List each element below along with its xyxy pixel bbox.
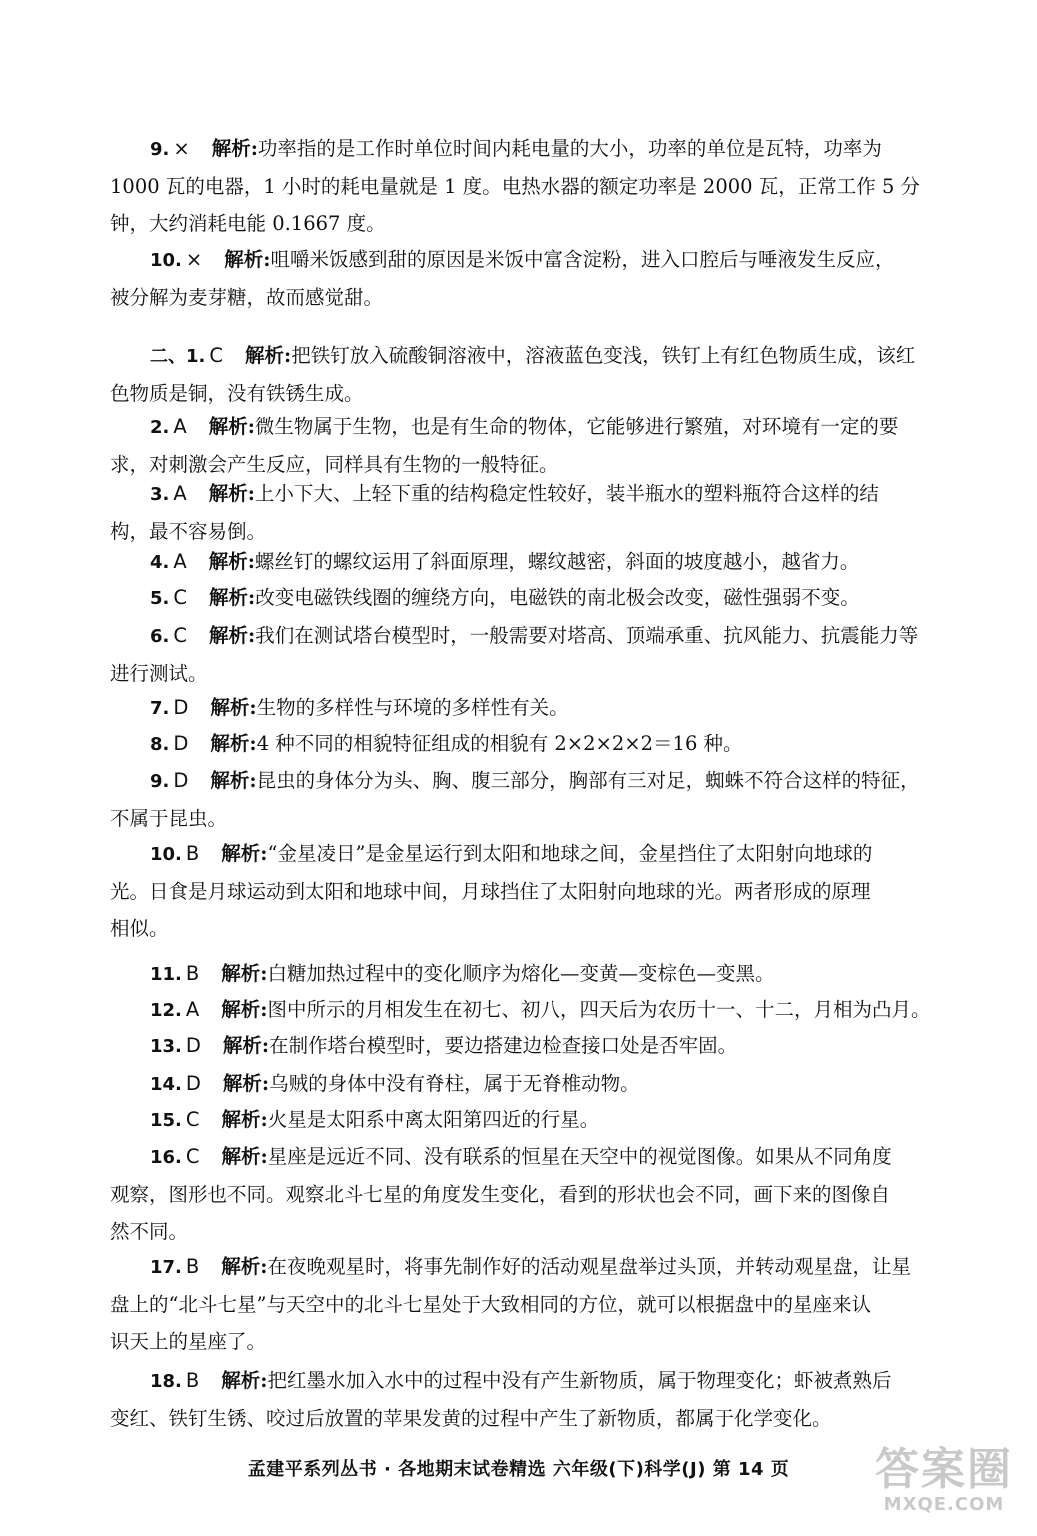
question-number: 12. <box>150 1000 182 1021</box>
answer-first-line <box>110 408 970 446</box>
question-number: 7. <box>150 698 170 719</box>
analysis-label: 解析: <box>221 1255 268 1278</box>
answer-mark: × <box>185 248 203 271</box>
analysis-text: 钟，大约消耗电能 0.1667 度。 <box>110 212 386 235</box>
answer-first-line <box>110 475 970 513</box>
analysis-text: 把红墨水加入水中的过程中没有产生新物质，属于物理变化；虾被煮熟后 <box>267 1369 892 1392</box>
watermark-url: MXQE.COM <box>883 1494 1005 1515</box>
answer-mark: B <box>185 962 200 985</box>
question-number: 4. <box>150 552 170 573</box>
analysis-label: 解析: <box>209 624 256 647</box>
question-number: 9. <box>150 771 170 792</box>
analysis-text: 上小下大、上轻下重的结构稳定性较好，装半瓶水的塑料瓶符合这样的结 <box>254 482 879 505</box>
analysis-text: 星座是远近不同、没有联系的恒星在天空中的视觉图像。如果从不同角度 <box>267 1145 892 1168</box>
answer-line <box>110 168 970 205</box>
answer-item <box>110 241 970 316</box>
analysis-label: 解析: <box>245 344 292 367</box>
analysis-label: 解析: <box>210 769 257 792</box>
answer-first-line <box>110 835 970 873</box>
analysis-text: 火星是太阳系中离太阳第四近的行星。 <box>267 1108 600 1131</box>
answer-mark: × <box>173 137 190 160</box>
answer-item <box>110 725 970 763</box>
analysis-text: 图中所示的月相发生在初七、初八，四天后为农历十一、十二，月相为凸月。 <box>267 998 931 1021</box>
answer-line <box>110 655 970 692</box>
answer-mark: B <box>185 1255 200 1278</box>
question-number: 6. <box>150 626 170 647</box>
answer-first-line <box>110 725 970 763</box>
analysis-label: 解析: <box>208 415 255 438</box>
answer-item <box>110 543 970 581</box>
analysis-text: 改变电磁铁线圈的缠绕方向，电磁铁的南北极会改变，磁性强弱不变。 <box>255 586 860 609</box>
answer-mark: C <box>185 1108 200 1131</box>
analysis-text: 不属于昆虫。 <box>110 807 228 830</box>
analysis-text: “金星凌日”是金星运行到太阳和地球之间，金星挡住了太阳射向地球的 <box>267 842 873 865</box>
question-number: 5. <box>150 588 170 609</box>
answer-first-line <box>110 689 970 727</box>
analysis-text: 4 种不同的相貌特征组成的相貌有 2×2×2×2＝16 种。 <box>256 732 743 755</box>
answer-first-line <box>110 1138 970 1176</box>
analysis-text: 然不同。 <box>110 1220 189 1243</box>
answer-line <box>110 1286 970 1323</box>
analysis-text: 螺丝钉的螺纹运用了斜面原理，螺纹越密，斜面的坡度越小，越省力。 <box>254 550 860 573</box>
analysis-text: 在夜晚观星时，将事先制作好的活动观星盘举过头顶，并转动观星盘，让星 <box>267 1255 911 1278</box>
analysis-label: 解析: <box>221 1369 268 1392</box>
question-number: 10. <box>150 844 182 865</box>
answer-mark: D <box>185 1034 201 1057</box>
answer-mark: A <box>173 482 187 505</box>
analysis-text: 1000 瓦的电器，1 小时的耗电量就是 1 度。电热水器的额定功率是 2000 瓦，正常工作 5 分 <box>110 175 921 198</box>
answer-item <box>110 991 970 1029</box>
analysis-text: 识天上的星座了。 <box>110 1330 267 1353</box>
answer-line <box>110 279 970 316</box>
question-number: 16. <box>150 1147 182 1168</box>
page-footer: 孟建平系列丛书 · 各地期末试卷精选 六年级(下)科学(J) 第 14 页 <box>247 1459 790 1480</box>
analysis-text: 变红、铁钉生锈、咬过后放置的苹果发黄的过程中产生了新物质，都属于化学变化。 <box>110 1407 832 1430</box>
answer-item <box>110 579 970 617</box>
analysis-label: 解析: <box>211 137 258 160</box>
answer-item <box>110 130 970 242</box>
analysis-text: 求，对刺激会产生反应，同样具有生物的一般特征。 <box>110 453 559 476</box>
answer-first-line <box>110 579 970 617</box>
analysis-label: 解析: <box>209 586 256 609</box>
answer-line <box>110 873 970 910</box>
answer-line <box>110 910 970 947</box>
answer-item <box>110 1138 970 1250</box>
answer-item <box>110 1027 970 1065</box>
analysis-label: 解析: <box>210 696 257 719</box>
analysis-label: 解析: <box>208 550 255 573</box>
answer-mark: A <box>173 415 187 438</box>
question-number: 17. <box>150 1257 182 1278</box>
analysis-text: 色物质是铜，没有铁锈生成。 <box>110 382 364 405</box>
watermark-logo <box>869 1446 1019 1526</box>
answer-item <box>110 1065 970 1103</box>
answer-first-line <box>110 955 970 993</box>
analysis-text: 昆虫的身体分为头、胸、腹三部分，胸部有三对足，蜘蛛不符合这样的特征， <box>256 769 920 792</box>
question-number: 13. <box>150 1036 182 1057</box>
question-number: 14. <box>150 1074 182 1095</box>
analysis-label: 解析: <box>222 1034 270 1057</box>
answer-mark: D <box>173 769 189 792</box>
question-number: 11. <box>150 964 182 985</box>
analysis-text: 相似。 <box>110 917 169 940</box>
answer-first-line <box>110 1027 970 1065</box>
answer-item <box>110 835 970 947</box>
answer-mark: B <box>185 1369 200 1392</box>
analysis-text: 白糖加热过程中的变化顺序为熔化—变黄—变棕色—变黑。 <box>267 962 775 985</box>
answer-line <box>110 1213 970 1250</box>
analysis-text: 进行测试。 <box>110 662 208 685</box>
analysis-text: 生物的多样性与环境的多样性有关。 <box>256 696 569 719</box>
analysis-text: 乌贼的身体中没有脊柱，属于无脊椎动物。 <box>269 1072 640 1095</box>
question-number: 2. <box>150 417 170 438</box>
answer-line <box>110 1323 970 1360</box>
analysis-label: 解析: <box>221 998 268 1021</box>
question-number: 18. <box>150 1371 182 1392</box>
answer-first-line <box>110 762 970 800</box>
answer-item <box>110 337 970 412</box>
analysis-label: 解析: <box>224 248 271 271</box>
answer-first-line <box>110 1101 970 1139</box>
analysis-text: 功率指的是工作时单位时间内耗电量的大小，功率的单位是瓦特，功率为 <box>257 137 882 160</box>
analysis-text: 把铁钉放入硫酸铜溶液中，溶液蓝色变浅，铁钉上有红色物质生成，该红 <box>291 344 916 367</box>
analysis-text: 微生物属于生物，也是有生命的物体，它能够进行繁殖，对环境有一定的要 <box>254 415 899 438</box>
question-number: 3. <box>150 484 170 505</box>
answer-item <box>110 475 970 550</box>
question-number: 9. <box>150 139 170 160</box>
answer-first-line <box>110 1248 970 1286</box>
answer-first-line <box>110 1065 970 1103</box>
analysis-label: 解析: <box>208 482 255 505</box>
answer-mark: C <box>185 1145 200 1168</box>
analysis-text: 观察，图形也不同。观察北斗七星的角度发生变化，看到的形状也会不同，画下来的图像自 <box>110 1183 891 1206</box>
analysis-text: 构，最不容易倒。 <box>110 520 267 543</box>
answer-mark: D <box>173 696 189 719</box>
answer-mark: A <box>173 550 187 573</box>
question-number: 8. <box>150 734 170 755</box>
answer-item <box>110 1362 970 1437</box>
answer-item <box>110 408 970 483</box>
answer-mark: C <box>209 344 223 367</box>
answer-item <box>110 1101 970 1139</box>
answer-first-line <box>110 1362 970 1400</box>
analysis-label: 解析: <box>221 962 268 985</box>
answer-mark: C <box>173 586 187 609</box>
watermark-text: 答案圈 <box>875 1444 1013 1495</box>
question-number: 10. <box>150 250 182 271</box>
analysis-label: 解析: <box>210 732 257 755</box>
analysis-label: 解析: <box>221 842 268 865</box>
analysis-text: 盘上的“北斗七星”与天空中的北斗七星处于大致相同的方位，就可以根据盘中的星座来认 <box>110 1293 871 1316</box>
answer-mark: C <box>173 624 187 647</box>
answer-item <box>110 1248 970 1360</box>
answer-first-line <box>110 543 970 581</box>
analysis-text: 我们在测试塔台模型时，一般需要对塔高、顶端承重、抗风能力、抗震能力等 <box>255 624 919 647</box>
answer-mark: D <box>173 732 189 755</box>
answer-item <box>110 762 970 837</box>
answer-first-line <box>110 130 970 168</box>
analysis-text: 光。日食是月球运动到太阳和地球中间，月球挡住了太阳射向地球的光。两者形成的原理 <box>110 880 871 903</box>
answer-first-line <box>110 617 970 655</box>
answer-item <box>110 689 970 727</box>
answer-line <box>110 800 970 837</box>
analysis-label: 解析: <box>221 1108 268 1131</box>
analysis-label: 解析: <box>221 1145 268 1168</box>
analysis-text: 在制作塔台模型时，要边搭建边检查接口处是否牢固。 <box>269 1034 738 1057</box>
answer-line <box>110 1176 970 1213</box>
analysis-label: 解析: <box>222 1072 270 1095</box>
question-number: 15. <box>150 1110 182 1131</box>
answer-mark: A <box>185 998 200 1021</box>
answer-mark: D <box>185 1072 201 1095</box>
analysis-text: 咀嚼米饭感到甜的原因是米饭中富含淀粉，进入口腔后与唾液发生反应， <box>270 248 895 271</box>
answer-item <box>110 955 970 993</box>
answer-line <box>110 1400 970 1437</box>
answer-first-line <box>110 337 970 375</box>
answer-first-line <box>110 991 970 1029</box>
answer-item <box>110 617 970 692</box>
analysis-text: 被分解为麦芽糖，故而感觉甜。 <box>110 286 384 309</box>
question-number: 二、1. <box>150 346 206 367</box>
answer-line <box>110 205 970 242</box>
answer-mark: B <box>185 842 200 865</box>
answer-line <box>110 375 970 412</box>
answer-first-line <box>110 241 970 279</box>
